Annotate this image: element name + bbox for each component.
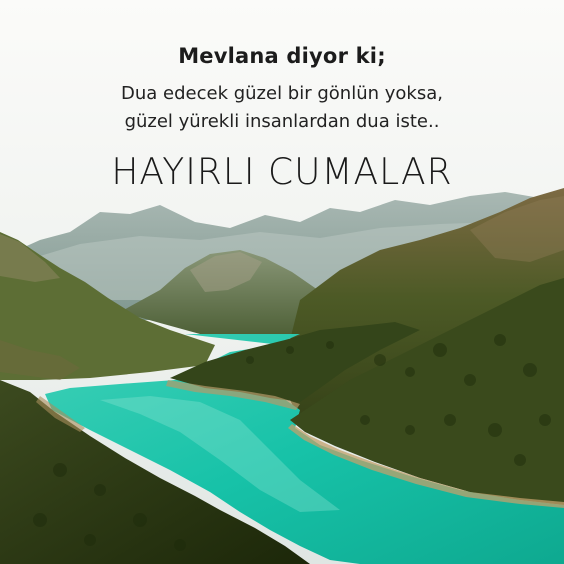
quote-line-1: Dua edecek güzel bir gönlün yoksa, (121, 83, 443, 104)
greeting-headline: HAYIRLI CUMALAR (111, 151, 453, 194)
quote-line-2: güzel yürekli insanlardan dua iste.. (124, 111, 440, 132)
quote-title: Mevlana diyor ki; (178, 44, 386, 68)
